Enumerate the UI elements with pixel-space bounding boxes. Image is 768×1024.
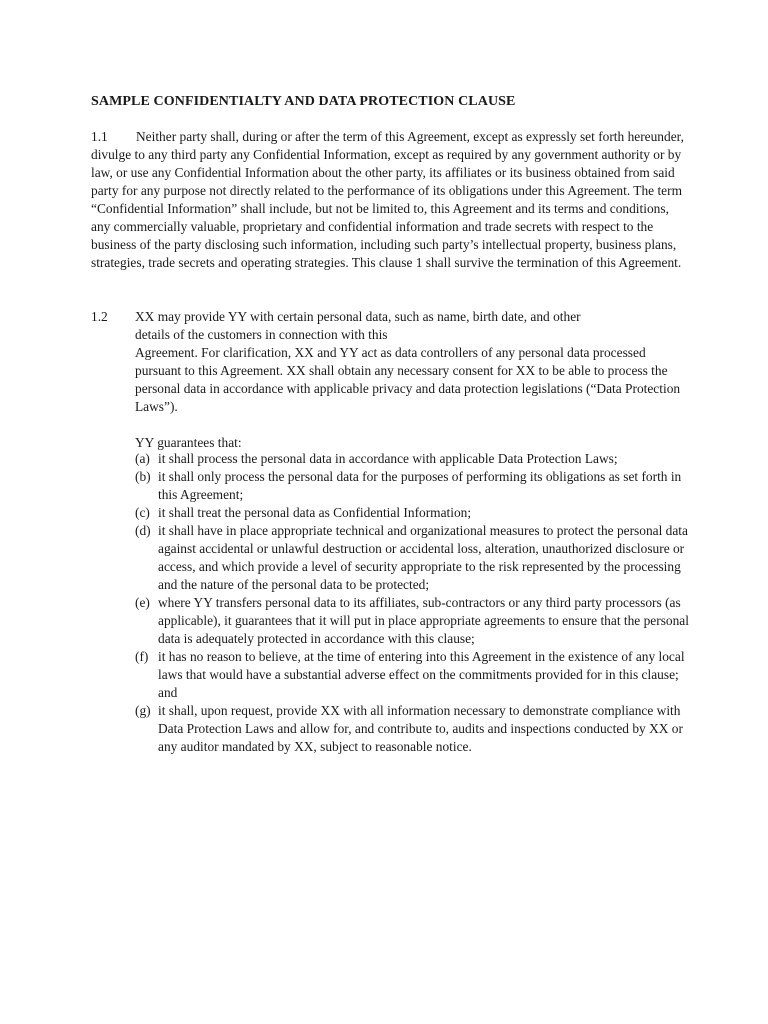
item-text: it shall process the personal data in accordance with applicable Data Protection Laws; — [158, 451, 618, 466]
list-item — [135, 450, 695, 468]
item-text: it shall, upon request, provide XX with all information necessary to demonstrate compliance with Data Protection Laws and allow for, and contribute to, audits and inspections conducted by XX or any auditor mandated by XX, subject to reasonable notice. — [158, 703, 683, 754]
guarantees-intro: YY guarantees that: — [135, 435, 242, 450]
clause-1-1 — [91, 128, 691, 272]
item-marker: (b) — [135, 469, 151, 484]
item-marker: (a) — [135, 451, 150, 466]
item-text: it has no reason to believe, at the time of entering into this Agreement in the existence of any local laws that would have a substantial adverse effect on the commitments provided for in this clause; and — [158, 649, 685, 700]
item-marker: (d) — [135, 523, 151, 538]
item-marker: (e) — [135, 595, 150, 610]
item-text: it shall have in place appropriate technical and organizational measures to protect the personal data against accidental or unlawful destruction or accidental loss, alteration, unauthorized disclosure or access, and which provide a level of security appropriate to the risk represented by the processing and the nature of the personal data to be protected; — [158, 523, 688, 592]
list-item — [135, 648, 695, 702]
item-marker: (f) — [135, 649, 149, 664]
item-marker: (g) — [135, 703, 151, 718]
clause-line: details of the customers in connection with this — [135, 327, 388, 342]
item-text: where YY transfers personal data to its affiliates, sub-contractors or any third party processors (as applicable), it guarantees that it will put in place appropriate agreements to ensure that the personal data is adequately protected in accordance with this clause; — [158, 595, 689, 646]
clause-text: Neither party shall, during or after the term of this Agreement, except as expressly set forth hereunder, divulge to any third party any Confidential Information, except as required by any government authority or by law, or use any Confidential Information about the other party, its affiliates or its business obtained from said party for any purpose not directly related to the performance of its obligations under this Agreement. The term “Confidential Information” shall include, but not be limited to, this Agreement and its terms and conditions, any commercially valuable, proprietary and confidential information and trade secrets with respect to the business of the party disclosing such information, including such party’s intellectual property, business plans, strategies, trade secrets and operating strategies. This clause 1 shall survive the termination of this Agreement. — [91, 129, 684, 270]
item-marker: (c) — [135, 505, 150, 520]
item-text: it shall treat the personal data as Confidential Information; — [158, 505, 472, 520]
document-title: SAMPLE CONFIDENTIALTY AND DATA PROTECTION CLAUSE — [91, 94, 516, 109]
list-item — [135, 522, 695, 594]
clause-number: 1.2 — [91, 309, 108, 324]
clause-number: 1.1 — [91, 129, 108, 144]
clause-body — [135, 308, 691, 452]
list-item — [135, 468, 695, 504]
item-text: it shall only process the personal data for the purposes of performing its obligations as set forth in this Agreement; — [158, 469, 682, 502]
list-item — [135, 702, 695, 756]
clause-paragraph: Agreement. For clarification, XX and YY act as data controllers of any personal data processed pursuant to this Agreement. XX shall obtain any necessary consent for XX to be able to process the personal data in accordance with applicable privacy and data protection legislations (“Data Protection Laws”). — [135, 345, 681, 414]
guarantees-list — [135, 450, 695, 756]
list-item — [135, 594, 695, 648]
list-item — [135, 504, 695, 522]
clause-line: XX may provide YY with certain personal data, such as name, birth date, and other — [135, 309, 581, 324]
